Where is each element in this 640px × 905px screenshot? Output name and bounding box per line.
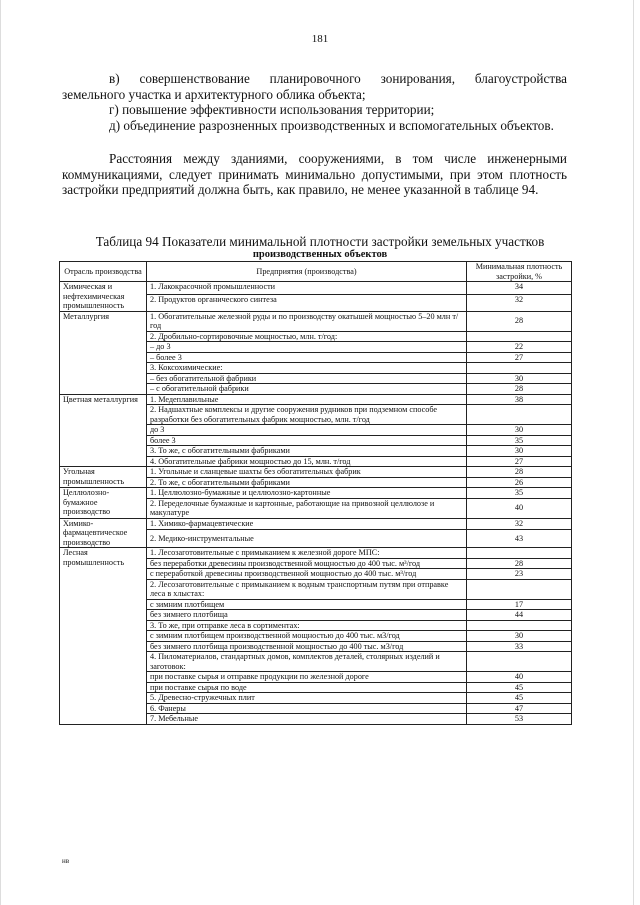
header-density: Минимальная плотность застройки, %	[467, 262, 572, 282]
density-value	[467, 579, 572, 599]
enterprise-cell: без зимнего плотбища производственной мощностью до 400 тыс. м3/год	[147, 641, 467, 652]
density-value: 30	[467, 446, 572, 457]
density-value: 17	[467, 599, 572, 610]
enterprise-cell: 2. Дробильно-сортировочные мощностью, млн. т/год:	[147, 331, 467, 342]
industry-cell: Цветная металлургия	[60, 394, 147, 467]
table-row	[60, 548, 572, 559]
paragraph-d: д) объединение разрозненных производственных и вспомогательных объектов.	[109, 118, 554, 133]
density-value: 43	[467, 530, 572, 548]
paragraph-g: г) повышение эффективности использования территории;	[109, 102, 435, 117]
enterprise-cell: – без обогатительной фабрики	[147, 373, 467, 384]
enterprise-cell: 3. Коксохимические:	[147, 363, 467, 374]
table-caption: Таблица 94 Показатели минимальной плотности застройки земельных участков	[95, 234, 545, 249]
enterprise-cell: с переработкой древесины производственной мощностью до 400 тыс. м³/год	[147, 569, 467, 580]
header-industry: Отрасль производства	[60, 262, 147, 282]
industry-cell: Химическая и нефтехимическая промышленность	[60, 282, 147, 312]
table-row	[60, 518, 572, 530]
enterprise-cell: 4. Пиломатериалов, стандартных домов, комплектов деталей, столярных изделий и заготовок:	[147, 652, 467, 672]
header-enterprises: Предприятия (производства)	[147, 262, 467, 282]
table-row	[60, 394, 572, 405]
enterprise-cell: без зимнего плотбища	[147, 610, 467, 621]
table-row	[60, 467, 572, 478]
scan-left-edge	[0, 0, 1, 905]
enterprise-cell: при поставке сырья по воде	[147, 682, 467, 693]
enterprise-cell: – с обогатительной фабрики	[147, 384, 467, 395]
density-value	[467, 620, 572, 631]
industry-cell: Металлургия	[60, 311, 147, 394]
density-value: 30	[467, 373, 572, 384]
enterprise-cell: 2. Медико-инструментальные	[147, 530, 467, 548]
paragraph-distances: Расстояния между зданиями, сооружениями, в том числе инженерными коммуникациями, следует принимать минимально допустимыми, при этом плотность застройки предприятий должна быть, как правило, не менее указанной в таблице 94.	[62, 151, 567, 197]
density-value: 40	[467, 672, 572, 683]
density-value	[467, 652, 572, 672]
table-row	[60, 282, 572, 295]
footer-mark: нв	[62, 857, 70, 865]
enterprise-cell: 3. То же, при отправке леса в сортиментах:	[147, 620, 467, 631]
enterprise-cell: 1. Лакокрасочной промышленности	[147, 282, 467, 295]
enterprise-cell: 1. Химико-фармацевтические	[147, 518, 467, 530]
density-value: 28	[467, 467, 572, 478]
density-value	[467, 363, 572, 374]
enterprise-cell: – более 3	[147, 352, 467, 363]
density-value: 30	[467, 425, 572, 436]
enterprise-cell: 2. Надшахтные комплексы и другие сооружения рудников при подземном способе разработки без обогатительных фабрик мощностью, млн. т/год	[147, 405, 467, 425]
industry-cell: Угольная промышленность	[60, 467, 147, 488]
density-value: 23	[467, 569, 572, 580]
enterprise-cell: 3. То же, с обогатительными фабриками	[147, 446, 467, 457]
industry-cell: Целлюлозно-бумажное производство	[60, 488, 147, 519]
density-value: 34	[467, 282, 572, 295]
enterprise-cell: при поставке сырья и отправке продукции по железной дороге	[147, 672, 467, 683]
enterprise-cell: более 3	[147, 435, 467, 446]
paragraph-v: в) совершенствование планировочного зонирования, благоустройства земельного участка и архитектурного облика объекта;	[62, 71, 567, 102]
table-header-row	[60, 262, 572, 282]
enterprise-cell: до 3	[147, 425, 467, 436]
density-value: 45	[467, 682, 572, 693]
enterprise-cell: 2. Переделочные бумажные и картонные, работающие на привозной целлюлозе и макулатуре	[147, 498, 467, 518]
enterprise-cell: 6. Фанеры	[147, 703, 467, 714]
scan-right-edge	[633, 0, 634, 905]
density-value: 27	[467, 456, 572, 467]
enterprise-cell: 2. Лесозаготовительные с примыканием к водным транспортным путям при отправке леса в хлыстах:	[147, 579, 467, 599]
density-value: 40	[467, 498, 572, 518]
density-value: 28	[467, 311, 572, 331]
enterprise-cell: 2. То же, с обогатительными фабриками	[147, 477, 467, 488]
industry-cell: Лесная промышленность	[60, 548, 147, 725]
enterprise-cell: 1. Лесозаготовительные с примыканием к железной дороге МПС:	[147, 548, 467, 559]
density-value: 38	[467, 394, 572, 405]
enterprise-cell: 5. Древесно-стружечных плит	[147, 693, 467, 704]
enterprise-cell: без переработки древесины производственной мощностью до 400 тыс. м³/год	[147, 558, 467, 569]
density-value: 35	[467, 435, 572, 446]
enterprise-cell: 1. Обогатительные железной руды и по производству окатышей мощностью 5–20 млн т/год	[147, 311, 467, 331]
page-number: 181	[311, 33, 329, 45]
enterprise-cell: – до 3	[147, 342, 467, 353]
table-row	[60, 488, 572, 499]
enterprise-cell: 7. Мебельные	[147, 714, 467, 725]
density-value	[467, 548, 572, 559]
density-value: 32	[467, 294, 572, 311]
density-value: 35	[467, 488, 572, 499]
table-row	[60, 311, 572, 331]
enterprise-cell: 1. Целлюлозно-бумажные и целлюлозно-картонные	[147, 488, 467, 499]
enterprise-cell: с зимним плотбищем	[147, 599, 467, 610]
density-value: 44	[467, 610, 572, 621]
density-value: 47	[467, 703, 572, 714]
industry-cell: Химико-фармацевтическое производство	[60, 518, 147, 548]
density-value	[467, 405, 572, 425]
density-value: 30	[467, 631, 572, 642]
enterprise-cell: 1. Угольные и сланцевые шахты без обогатительных фабрик	[147, 467, 467, 478]
enterprise-cell: с зимним плотбищем производственной мощностью до 400 тыс. м3/год	[147, 631, 467, 642]
density-value	[467, 331, 572, 342]
density-value: 28	[467, 558, 572, 569]
density-value: 33	[467, 641, 572, 652]
density-value: 28	[467, 384, 572, 395]
density-value: 32	[467, 518, 572, 530]
enterprise-cell: 1. Медеплавильные	[147, 394, 467, 405]
enterprise-cell: 2. Продуктов органического синтеза	[147, 294, 467, 311]
density-value: 45	[467, 693, 572, 704]
density-value: 26	[467, 477, 572, 488]
density-value: 27	[467, 352, 572, 363]
table-subcaption: производственных объектов	[252, 249, 388, 260]
density-value: 53	[467, 714, 572, 725]
enterprise-cell: 4. Обогатительные фабрики мощностью до 15, млн. т/год	[147, 456, 467, 467]
density-table	[59, 261, 572, 725]
density-value: 22	[467, 342, 572, 353]
